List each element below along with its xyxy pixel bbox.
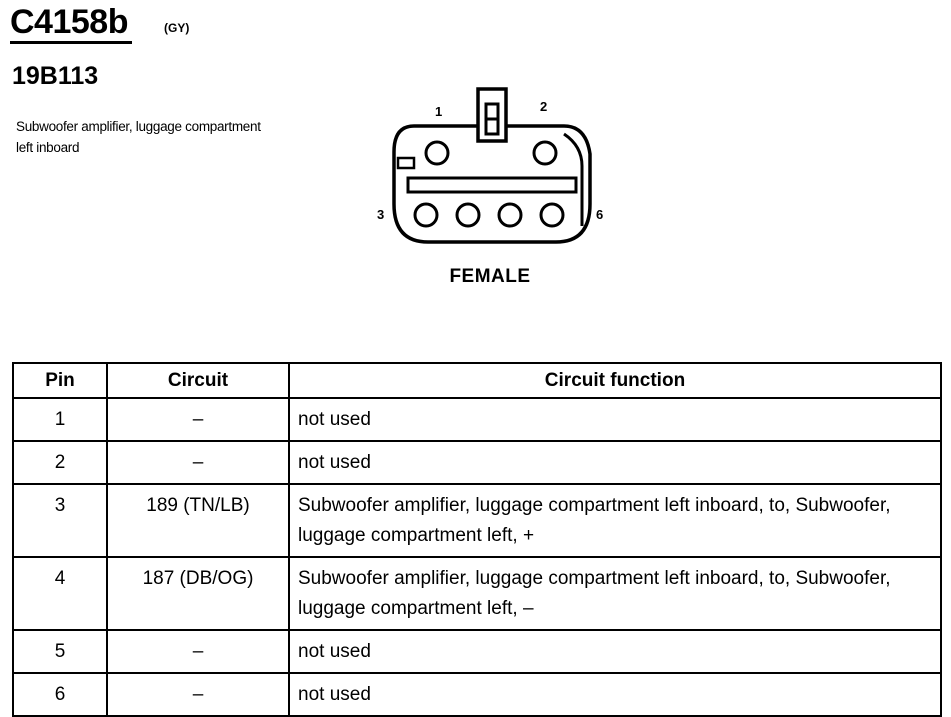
cavity-1 — [426, 142, 448, 164]
circuit-cell: 187 (DB/OG) — [107, 557, 289, 630]
cavity-5 — [499, 204, 521, 226]
circuit-cell: – — [107, 673, 289, 716]
cavity-3 — [415, 204, 437, 226]
table-header-row — [13, 363, 941, 398]
function-cell: not used — [289, 630, 941, 673]
header-circuit: Circuit — [107, 363, 289, 398]
pin-label-3: 3 — [377, 207, 385, 222]
latch-window-lower — [486, 119, 498, 134]
table-row — [13, 398, 941, 441]
connector-gender: FEMALE — [449, 266, 531, 287]
latch-window — [486, 104, 498, 119]
connector-id: C4158b — [10, 4, 132, 44]
pin-label-6: 6 — [596, 207, 604, 222]
table-row — [13, 673, 941, 716]
function-cell: Subwoofer amplifier, luggage compartment left inboard, to, Subwoofer, luggage compartment left, – — [289, 557, 941, 630]
connector-title — [10, 4, 132, 44]
pin-label-2: 2 — [540, 99, 548, 114]
table-row — [13, 630, 941, 673]
key-tab — [398, 158, 414, 168]
pin-cell: 3 — [13, 484, 107, 557]
circuit-cell: – — [107, 630, 289, 673]
circuit-cell: – — [107, 398, 289, 441]
function-cell: not used — [289, 441, 941, 484]
table-row — [13, 441, 941, 484]
cavity-2 — [534, 142, 556, 164]
cavity-6 — [541, 204, 563, 226]
connector-color-code: (GY) — [164, 21, 190, 35]
table-row — [13, 557, 941, 630]
connector-location: Subwoofer amplifier, luggage compartment left inboard — [16, 119, 261, 155]
pin-cell: 5 — [13, 630, 107, 673]
pin-cell: 4 — [13, 557, 107, 630]
pinout-table — [12, 362, 942, 717]
pin-label-1: 1 — [435, 104, 443, 119]
pin-cell: 1 — [13, 398, 107, 441]
header-function: Circuit function — [289, 363, 941, 398]
circuit-cell: 189 (TN/LB) — [107, 484, 289, 557]
center-slot — [408, 178, 576, 192]
part-number: 19B113 — [12, 62, 99, 90]
function-cell: not used — [289, 398, 941, 441]
connector-face-diagram — [372, 86, 612, 246]
cavity-4 — [457, 204, 479, 226]
header-pin: Pin — [13, 363, 107, 398]
table-row — [13, 484, 941, 557]
circuit-cell: – — [107, 441, 289, 484]
pin-cell: 2 — [13, 441, 107, 484]
function-cell: Subwoofer amplifier, luggage compartment left inboard, to, Subwoofer, luggage compartment left, + — [289, 484, 941, 557]
function-cell: not used — [289, 673, 941, 716]
pin-cell: 6 — [13, 673, 107, 716]
